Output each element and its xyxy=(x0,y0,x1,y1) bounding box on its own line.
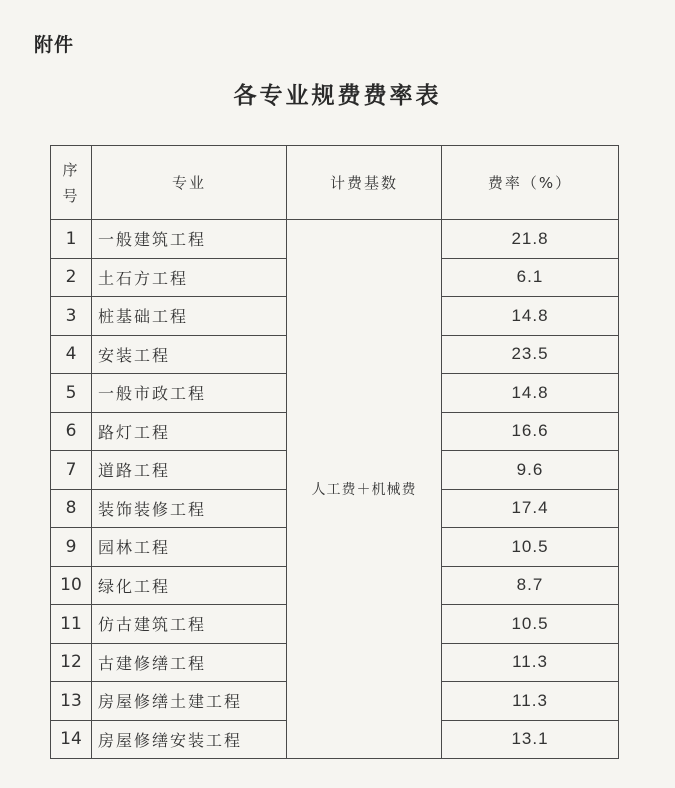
header-basis: 计费基数 xyxy=(287,146,442,220)
row-discipline-name: 道路工程 xyxy=(92,451,287,490)
header-seq-line2: 号 xyxy=(62,186,80,205)
row-rate: 13.1 xyxy=(442,720,619,759)
row-seq: 13 xyxy=(51,682,92,721)
document-title: 各专业规费费率表 xyxy=(233,82,442,109)
row-rate: 9.6 xyxy=(442,451,619,490)
table-header xyxy=(51,146,619,220)
row-seq: 5 xyxy=(51,374,92,413)
header-row xyxy=(51,146,619,220)
row-discipline-name: 路灯工程 xyxy=(92,412,287,451)
attachment-label: 附件 xyxy=(34,34,75,56)
row-seq: 6 xyxy=(51,412,92,451)
row-rate: 6.1 xyxy=(442,258,619,297)
row-discipline-name: 古建修缮工程 xyxy=(92,643,287,682)
row-seq: 2 xyxy=(51,258,92,297)
row-rate: 16.6 xyxy=(442,412,619,451)
row-rate: 8.7 xyxy=(442,566,619,605)
row-discipline-name: 仿古建筑工程 xyxy=(92,605,287,644)
row-seq: 14 xyxy=(51,720,92,759)
row-rate: 23.5 xyxy=(442,335,619,374)
row-rate: 17.4 xyxy=(442,489,619,528)
basis-cell: 人工费＋机械费 xyxy=(287,220,442,759)
row-rate: 10.5 xyxy=(442,528,619,567)
row-rate: 10.5 xyxy=(442,605,619,644)
row-rate: 14.8 xyxy=(442,374,619,413)
header-name: 专业 xyxy=(92,146,287,220)
row-discipline-name: 一般建筑工程 xyxy=(92,220,287,259)
header-rate: 费率（%） xyxy=(442,146,619,220)
row-seq: 9 xyxy=(51,528,92,567)
row-discipline-name: 房屋修缮土建工程 xyxy=(92,682,287,721)
row-seq: 7 xyxy=(51,451,92,490)
row-discipline-name: 桩基础工程 xyxy=(92,297,287,336)
row-rate: 14.8 xyxy=(442,297,619,336)
row-seq: 4 xyxy=(51,335,92,374)
row-discipline-name: 园林工程 xyxy=(92,528,287,567)
row-rate: 21.8 xyxy=(442,220,619,259)
row-seq: 8 xyxy=(51,489,92,528)
row-seq: 10 xyxy=(51,566,92,605)
row-discipline-name: 土石方工程 xyxy=(92,258,287,297)
row-seq: 3 xyxy=(51,297,92,336)
header-seq xyxy=(51,146,92,220)
row-seq: 1 xyxy=(51,220,92,259)
row-seq: 11 xyxy=(51,605,92,644)
row-discipline-name: 房屋修缮安装工程 xyxy=(92,720,287,759)
row-discipline-name: 绿化工程 xyxy=(92,566,287,605)
row-rate: 11.3 xyxy=(442,682,619,721)
row-seq: 12 xyxy=(51,643,92,682)
row-discipline-name: 安装工程 xyxy=(92,335,287,374)
row-discipline-name: 装饰装修工程 xyxy=(92,489,287,528)
row-discipline-name: 一般市政工程 xyxy=(92,374,287,413)
row-rate: 11.3 xyxy=(442,643,619,682)
table-row xyxy=(51,220,619,259)
table-body xyxy=(51,220,619,759)
fee-rate-table xyxy=(50,145,619,759)
header-seq-line1: 序 xyxy=(62,160,80,179)
